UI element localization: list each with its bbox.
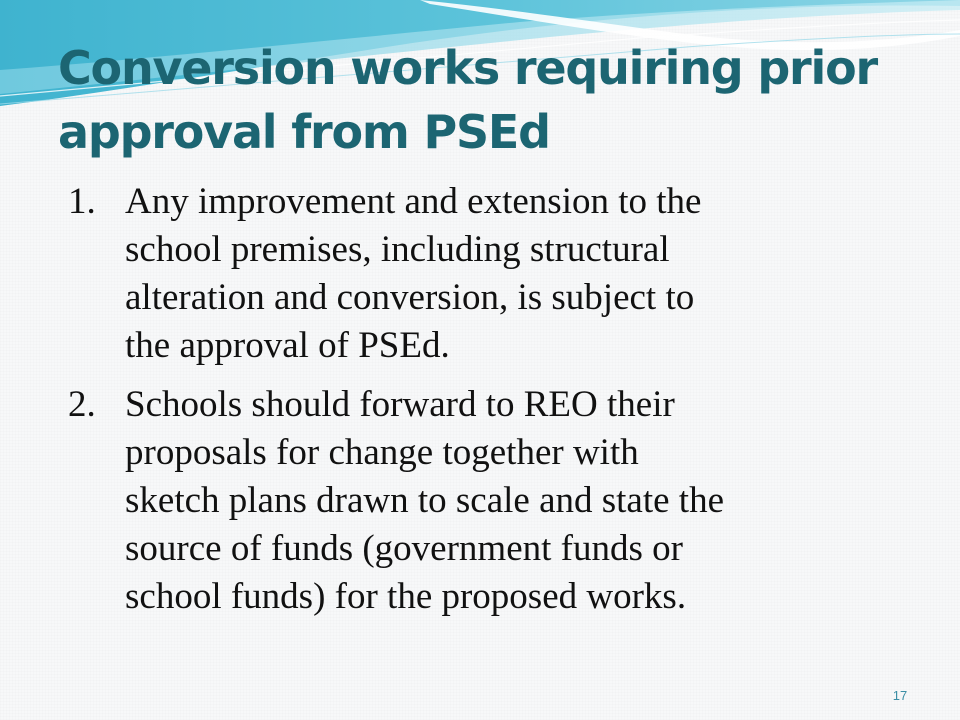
list-item-text: Schools should forward to REO their proposals for change together with sketch plans drawn to scale and state the source of funds (government funds or school funds) for the proposed works. (125, 384, 724, 617)
list-item-number: 2. (68, 384, 96, 425)
list-item (68, 381, 928, 621)
slide-title: Conversion works requiring prior approval from PSEd (58, 41, 878, 159)
list-item (68, 178, 928, 370)
page-number: 17 (892, 688, 908, 703)
list-item-text: Any improvement and extension to the school premises, including structural alteration and conversion, is subject to the approval of PSEd. (125, 181, 702, 366)
numbered-list (68, 178, 928, 632)
list-item-number: 1. (68, 181, 96, 222)
